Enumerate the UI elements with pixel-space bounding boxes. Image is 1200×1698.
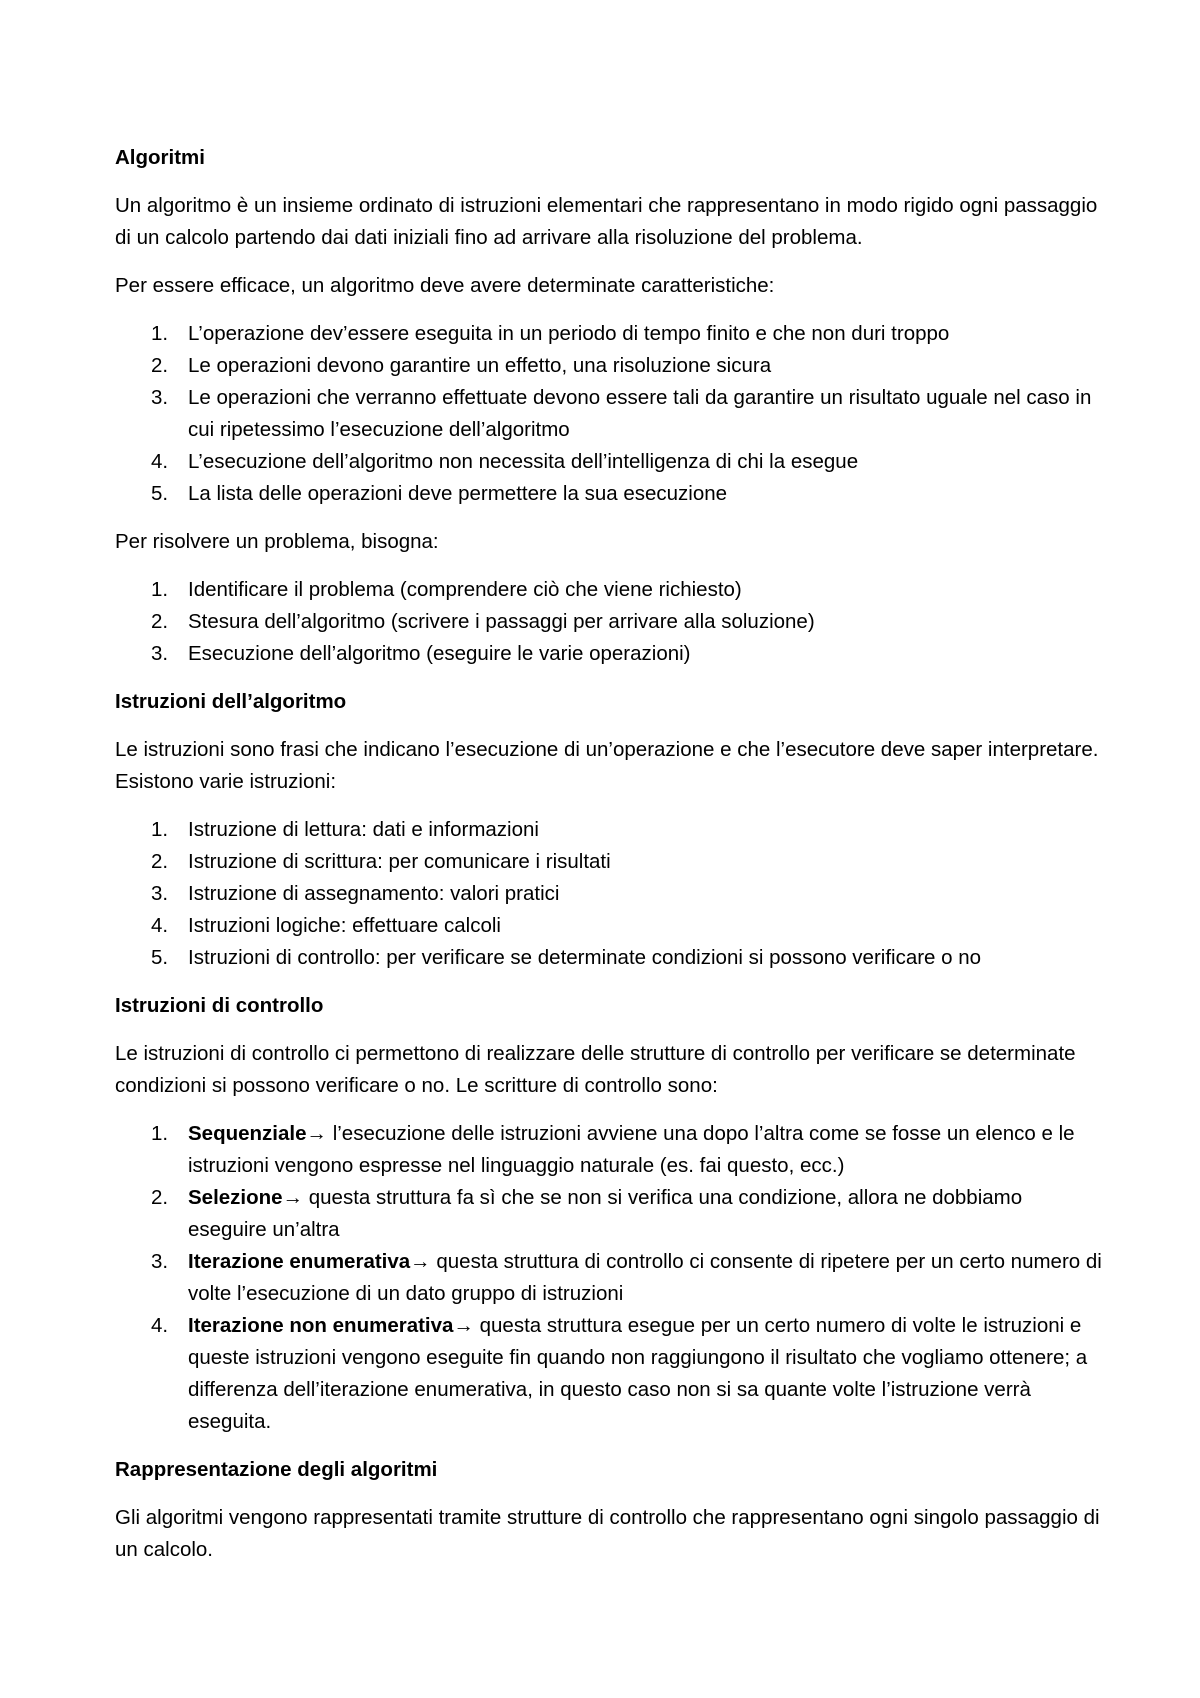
list-number: 3.	[151, 1250, 169, 1273]
arrow-right-icon: →	[453, 1314, 474, 1337]
list-item	[115, 478, 1105, 510]
list-tipi-istruzioni	[115, 814, 1105, 974]
document-page	[115, 142, 1105, 1582]
list-item-text: Istruzioni di controllo: per verificare se determinate condizioni si possono verificare o no	[188, 946, 982, 969]
list-number: 1.	[151, 578, 169, 601]
list-item	[115, 1182, 1105, 1246]
list-item	[115, 638, 1105, 670]
list-item-text: questa struttura di controllo ci consente di ripetere per un certo numero di volte l’esecuzione di un dato gruppo di istruzioni	[188, 1250, 1102, 1305]
list-item-term: Iterazione non enumerativa	[188, 1314, 454, 1337]
list-item	[115, 814, 1105, 846]
list-item	[115, 574, 1105, 606]
list-number: 5.	[151, 482, 169, 505]
list-strutture-controllo	[115, 1118, 1105, 1438]
paragraph-caratteristiche-intro: Per essere efficace, un algoritmo deve avere determinate caratteristiche:	[115, 274, 775, 297]
list-item-term: Selezione	[188, 1186, 283, 1209]
list-number: 4.	[151, 450, 169, 473]
list-number: 1.	[151, 322, 169, 345]
list-item	[115, 606, 1105, 638]
list-number: 5.	[151, 946, 169, 969]
list-number: 3.	[151, 386, 169, 409]
list-passi-risoluzione	[115, 574, 1105, 670]
list-number: 2.	[151, 850, 169, 873]
list-number: 2.	[151, 354, 169, 377]
list-item	[115, 382, 1105, 446]
list-item	[115, 878, 1105, 910]
heading-rappresentazione: Rappresentazione degli algoritmi	[115, 1458, 438, 1481]
list-item-text: l’esecuzione delle istruzioni avviene una dopo l’altra come se fosse un elenco e le istruzioni vengono espresse nel linguaggio naturale (es. fai questo, ecc.)	[188, 1122, 1075, 1177]
list-number: 1.	[151, 1122, 169, 1145]
paragraph-risolvere-intro: Per risolvere un problema, bisogna:	[115, 530, 439, 553]
list-number: 4.	[151, 914, 169, 937]
paragraph-rappresentazione: Gli algoritmi vengono rappresentati tramite strutture di controllo che rappresentano ogni singolo passaggio di un calcolo.	[115, 1506, 1100, 1561]
arrow-right-icon: →	[410, 1250, 431, 1273]
list-item	[115, 910, 1105, 942]
list-item-text: Istruzione di scrittura: per comunicare i risultati	[188, 850, 611, 873]
arrow-right-icon: →	[306, 1122, 327, 1145]
list-item	[115, 1118, 1105, 1182]
list-item-text: Istruzioni logiche: effettuare calcoli	[188, 914, 501, 937]
list-item	[115, 942, 1105, 974]
paragraph-istruzioni: Le istruzioni sono frasi che indicano l’esecuzione di un’operazione e che l’esecutore deve saper interpretare. Esistono varie istruzioni:	[115, 738, 1099, 793]
list-item-text: L’operazione dev’essere eseguita in un periodo di tempo finito e che non duri troppo	[188, 322, 950, 345]
list-item-text: L’esecuzione dell’algoritmo non necessita dell’intelligenza di chi la esegue	[188, 450, 859, 473]
paragraph-controllo: Le istruzioni di controllo ci permettono di realizzare delle strutture di controllo per verificare se determinate condizioni si possono verificare o no. Le scritture di controllo sono:	[115, 1042, 1076, 1097]
list-item-text: Le operazioni che verranno effettuate devono essere tali da garantire un risultato uguale nel caso in cui ripetessimo l’esecuzione dell’algoritmo	[188, 386, 1092, 441]
list-item	[115, 350, 1105, 382]
list-item-text: Istruzione di assegnamento: valori pratici	[188, 882, 560, 905]
list-item-term: Sequenziale	[188, 1122, 307, 1145]
list-item-text: Le operazioni devono garantire un effetto, una risoluzione sicura	[188, 354, 772, 377]
list-number: 2.	[151, 610, 169, 633]
list-item-term: Iterazione enumerativa	[188, 1250, 411, 1273]
list-item	[115, 846, 1105, 878]
list-caratteristiche	[115, 318, 1105, 510]
list-item	[115, 1246, 1105, 1310]
list-item-text: Istruzione di lettura: dati e informazioni	[188, 818, 539, 841]
arrow-right-icon: →	[282, 1186, 304, 1209]
heading-algoritmi: Algoritmi	[115, 146, 205, 169]
list-item	[115, 1310, 1105, 1438]
list-item	[115, 446, 1105, 478]
list-number: 4.	[151, 1314, 169, 1337]
list-item-text: questa struttura fa sì che se non si verifica una condizione, allora ne dobbiamo eseguire un’altra	[188, 1186, 1023, 1241]
paragraph-definizione: Un algoritmo è un insieme ordinato di istruzioni elementari che rappresentano in modo rigido ogni passaggio di un calcolo partendo dai dati iniziali fino ad arrivare alla risoluzione del problema.	[115, 194, 1098, 249]
list-number: 2.	[151, 1186, 169, 1209]
list-item-text: Stesura dell’algoritmo (scrivere i passaggi per arrivare alla soluzione)	[188, 610, 815, 633]
list-item-text: Identificare il problema (comprendere ciò che viene richiesto)	[188, 578, 742, 601]
list-item-text: Esecuzione dell’algoritmo (eseguire le varie operazioni)	[188, 642, 691, 665]
list-number: 3.	[151, 882, 169, 905]
list-item-text: questa struttura esegue per un certo numero di volte le istruzioni e queste istruzioni vengono eseguite fin quando non raggiungono il risultato che vogliamo ottenere; a differenza dell’iterazione enumerativa, in questo caso non si sa quante volte l’istruzione verrà eseguita.	[188, 1314, 1088, 1433]
list-item	[115, 318, 1105, 350]
list-number: 3.	[151, 642, 169, 665]
heading-istruzioni-controllo: Istruzioni di controllo	[115, 994, 324, 1017]
list-item-text: La lista delle operazioni deve permettere la sua esecuzione	[188, 482, 728, 505]
heading-istruzioni-algoritmo: Istruzioni dell’algoritmo	[115, 690, 347, 713]
list-number: 1.	[151, 818, 169, 841]
